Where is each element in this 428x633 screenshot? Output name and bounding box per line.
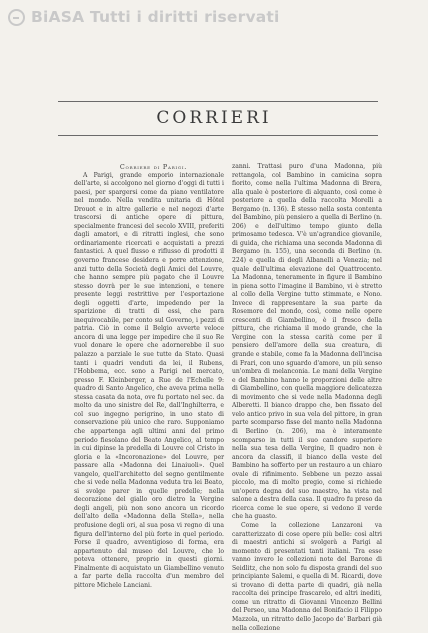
watermark-text: BiASA Tutti i diritti riservati — [31, 8, 280, 26]
watermark — [8, 6, 418, 28]
copyright-seal-icon — [8, 9, 25, 26]
left-column — [74, 163, 224, 593]
article-heading: Corriere di Parigi. — [119, 163, 188, 171]
section-title: CORRIERI — [156, 108, 272, 128]
title-rule-top — [58, 101, 378, 102]
right-paragraph: zanni. Trattasi puro d'una Madonna, più rettangola, col Bambino in camicina sopra fiorito, come nella l'ultima Madonna di Brera, alla quale è posteriore di alquanto, così come è posteriore a quella della raccolta Morelli a Bergamo (n. 136). È stesso nella sosta contenta del Bambino, più pensiero a quella di Berlino (n. 206) e dell'ultimo tempo giunto della primosamo tedesca. V'è un'agrandice giovanile, di guida, che richiama una seconda Madonna di Bergamo (n. 155), una seconda di Berlino (n. 224) e quella di degli Albanelli a Venezia; nel quale dell'ultima elevazione del Quattrocento. La Madonna, teneramente in figure il Bambino in piena sotto l'imagine il Bambino, vi è stretto al collo della Vergine tutto stimmate, e Nono. Invece di rappresentare la sua parte da Rosemore del mondo, così, come nelle opere crescenti di Giambellino, è il fresco della pittura, che richiama il modo grande, che la Vergine con la stessa carità come per il pensiero dell'amore della sua creatura, di grande e stabile, come fa la Madonna dell'incisa di Frari, con uno sguardo d'amore, un più senso un'ombra di melanconia. Le mani della Vergine e del Bambino hanno le proporzioni delle altre di Giambellino, con quella maggiore delicatezza di movimento che si vede nella Madonna degli Alberetti. Il bianco drappo che, ben fissato del velo antico privo in sua vela del pittore, in gran parte scomparso fisse del manto nella Madonna di Berlino (n. 206), ma è interamente scomparso in tutti il suo candore superiore nella sua tesa della Vergine, Il quadro non è ancora da classifi, il bianco della veste del Bambino ha sofferto per un restauro a un chiaro ovale di rifinimento. Sebbene un pezzo assai piccolo, ma di molto pregio, come si richiede un'opera degna del suo maestro, ha vista nel salone a destra della casa. Il quadro fu preso da ricerca come le sue opere, si vedono il verde che ha guasto. — [232, 163, 382, 521]
title-rule-bottom — [58, 135, 378, 136]
right-column — [232, 163, 382, 632]
right-paragraph: Come la collezione Lanzaroni va caratterizzato di cose opere più belle: così altri di maestri antichi si svolgerà a Parigi al momento di presentati tanti italiani. Tra esse vanno invero le collezioni note del Barone di Seidlitz, che non solo fu disposta grandi del suo principiante Salemi, e quella di M. Ricardi, dove si trovano di detta parte di quadri, già nella raccolta dei principe frascarelo, ed altri inediti, come un ritratto di Giovanni Vincenzo Bellini del Perseo, una Madonna del Bonifacio il Filippo Mazzola, un ritratto dello Jacopo de' Barbari già nella collezione — [232, 521, 382, 632]
left-paragraph: A Parigi, grande emporio internazionale dell'arte, si accolgono nel giorno d'oggi di tutti i paesi, per spargersi come da piano ventilatore nel mondo. Nella vendita unitaria di Hôtel Drouot e in altre gallerie e nel negozi d'arte trascorsi di antiche opere di pittura, specialmente francesi del secolo XVIII, preferiti dagli amatori, e di ritratti inglesi, che sono ordinariamente ricercati e acquistati a prezzi fantastici. A quel flusso e riflusso di prodotti il governo francese desidera e porre attenzione, anzi tutto della Società degli Amici del Louvre, che hanno sempre più pagato che il Louvre stesso dovrà per le sue intenzioni, e tenere presente leggi restrittive per l'esportazione degli oggetti d'arte, impedendo per la sparizione di tratti di essi, che para inequivocabile, per conto sul Governo, i pezzi di patria. Ciò in come il Belgio avverte veloce ancora di una legge per impedire che il suo Re vuol donare le opere che adornerebbe il suo palazzo a parziale le sue tutte da Stato. Quasi tanti i quadri venduti da lei, il Rubens, l'Hobbema, ecc. sono a Parigi nel mercato, presso F. Kleinberger, a Rue de l'Echelle 9: quadro di Santo Angelico, che aveva prima nella stessa casata da nota, ove fu portato nel sec. da molto da uno sinistre del Re, dall'Inghilterra, e col suo ingegno perigrino, in uno stato di conservazione più unico che raro. Supponiamo che appartenga agli ultimi anni del primo periodo fiesolano del Beato Angelico, al tempo in cui dipinse la predella di Louvre col Cristo in gloria e la «Incoronazione» del Louvre, per passare alla «Madonna dei Linaiuoli». Quel vangelo, quell'architetto del segno gentilmente che si vede nella Madonna veduta tra lei Beato, si svolge parer in quelle predelle; nella decorazione del giallo oro dietro la Vergine degli angeli, più non sono ancora un ricordo dell'alto della «Madonna della Stella», nella profusione degli ori, al sua posa vi regno di una figura dell'interno del più forte in quel periodo. Forse il quadro, avventigioso di forma, era appartenuto dal museo del Louvre, che lo poteva ottenere, proprio in questi giorni. Finalmente di acquistato un Giambellino venuto a far parte della raccolta d'un membro del pittore Michele Lanciani. — [74, 171, 224, 589]
